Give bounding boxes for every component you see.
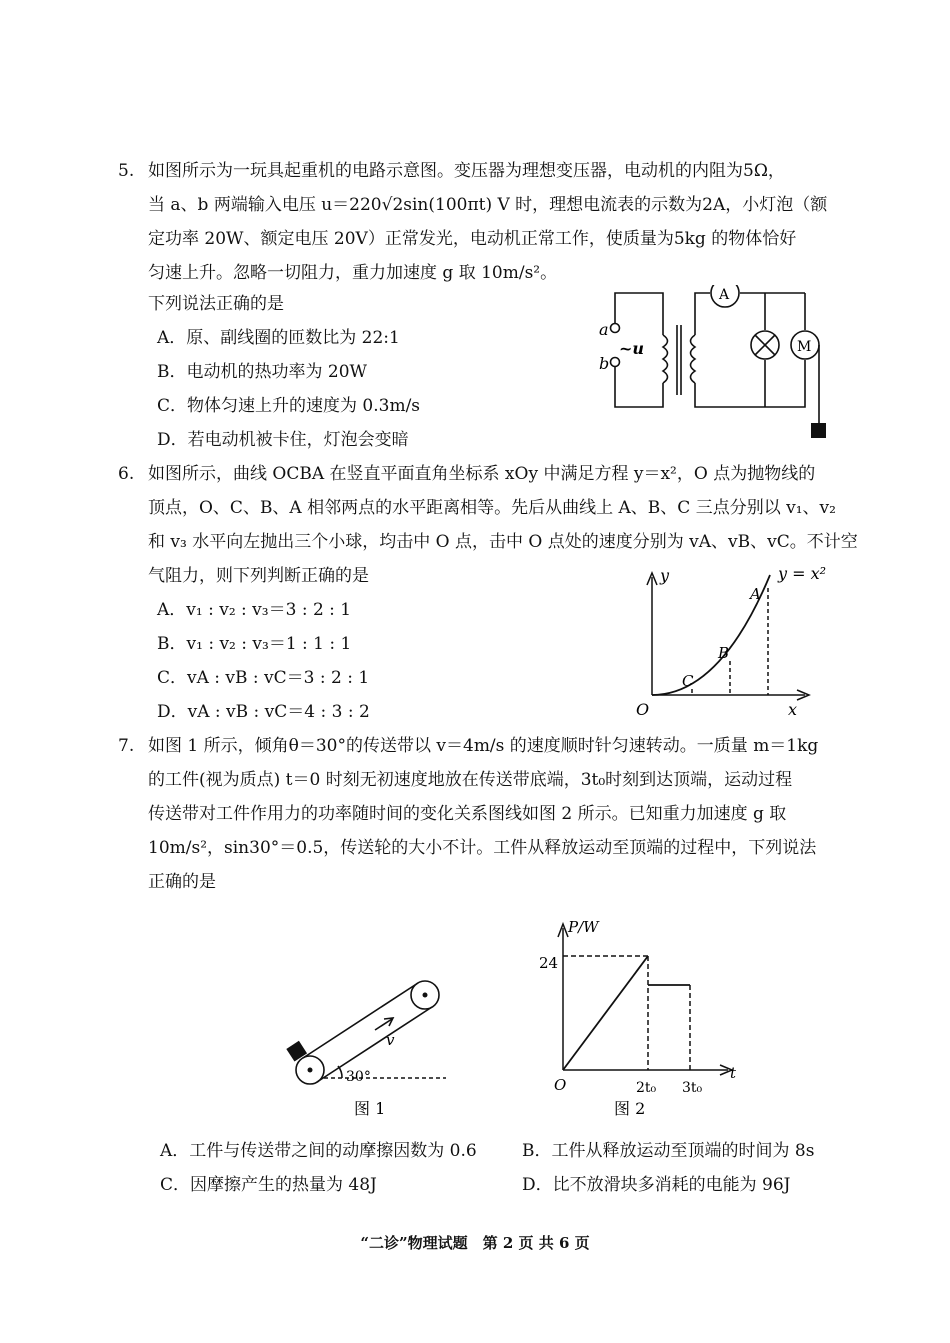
q5-circuit-figure — [585, 285, 835, 445]
q6-line-4: 气阻力，则下列判断正确的是 — [148, 566, 369, 586]
q7-line-3: 传送带对工件作用力的功率随时间的变化关系图线如图 2 所示。已知重力加速度 g 取 — [148, 804, 787, 824]
q5-option-b: B．电动机的热功率为 20W — [157, 362, 368, 382]
q6-number: 6. — [118, 464, 135, 484]
q7-line-4: 10m/s²，sin30°＝0.5，传送轮的大小不计。工件从释放运动至顶端的过程中，下列说法 — [148, 838, 817, 858]
q6-line-2: 顶点，O、C、B、A 相邻两点的水平距离相等。先后从曲线上 A、B、C 三点分别以 v₁、v₂ — [148, 498, 836, 518]
q6-line-3: 和 v₃ 水平向左抛出三个小球，均击中 O 点，击中 O 点处的速度分别为 vA、vB、vC。不计空 — [148, 532, 858, 552]
q5-option-a: A．原、副线圈的匝数比为 22:1 — [157, 328, 400, 348]
q5-line-2: 当 a、b 两端输入电压 u＝220√2sin(100πt) V 时，理想电流表的示数为2A，小灯泡（额 — [148, 195, 828, 215]
graph-origin-label: O — [554, 1076, 567, 1094]
q7-number: 7. — [118, 736, 135, 756]
q5-option-c: C．物体匀速上升的速度为 0.3m/s — [157, 396, 421, 416]
q7-power-time-graph — [530, 910, 750, 1125]
incline-angle-label: 30° — [346, 1069, 371, 1085]
q6-option-b: B．v₁ : v₂ : v₃＝1 : 1 : 1 — [157, 634, 352, 654]
q7-line-1: 如图 1 所示，倾角θ＝30°的传送带以 v＝4m/s 的速度顺时针匀速转动。一质量 m＝1kg — [148, 736, 819, 756]
terminal-b-label: b — [599, 354, 610, 373]
q7-option-a: A．工件与传送带之间的动摩擦因数为 0.6 — [160, 1141, 477, 1161]
q6-line-1: 如图所示，曲线 OCBA 在竖直平面直角坐标系 xOy 中满足方程 y＝x²，O 点为抛物线的 — [148, 464, 816, 484]
q6-parabola-figure — [620, 555, 845, 725]
point-a-label: A — [750, 585, 761, 603]
q6-option-c: C．vA : vB : vC＝3 : 2 : 1 — [157, 668, 370, 688]
point-b-label: B — [718, 644, 730, 662]
tick-3t0-label: 3t₀ — [682, 1080, 703, 1096]
time-axis-label: t — [730, 1064, 737, 1082]
q7-line-2: 的工件(视为质点) t＝0 时刻无初速度地放在传送带底端，3t₀时刻到达顶端，运动过程 — [148, 770, 793, 790]
q6-option-d: D．vA : vB : vC＝4 : 3 : 2 — [157, 702, 370, 722]
q7-conveyor-figure — [280, 970, 460, 1120]
tick-2t0-label: 2t₀ — [636, 1080, 657, 1096]
x-axis-label: x — [788, 700, 798, 719]
q5-line-5: 下列说法正确的是 — [148, 294, 284, 314]
q6-option-a: A．v₁ : v₂ : v₃＝3 : 2 : 1 — [157, 600, 352, 620]
fig1-caption: 图 1 — [354, 1099, 386, 1118]
voltage-u-label: ~u — [619, 339, 645, 358]
q5-line-1: 如图所示为一玩具起重机的电路示意图。变压器为理想变压器，电动机的内阻为5Ω， — [148, 161, 785, 181]
curve-equation-label: y = x² — [778, 564, 827, 583]
page-footer: “二诊”物理试题 第 2 页 共 6 页 — [360, 1234, 590, 1252]
fig2-caption: 图 2 — [614, 1099, 646, 1118]
q5-option-d: D．若电动机被卡住，灯泡会变暗 — [157, 430, 409, 450]
q7-line-5: 正确的是 — [148, 872, 216, 892]
velocity-label: v — [386, 1031, 395, 1049]
power-24-label: 24 — [539, 954, 559, 972]
q7-option-b: B．工件从释放运动至顶端的时间为 8s — [522, 1141, 815, 1161]
q5-line-4: 匀速上升。忽略一切阻力，重力加速度 g 取 10m/s²。 — [148, 263, 558, 283]
power-axis-label: P/W — [568, 918, 599, 936]
point-c-label: C — [682, 672, 694, 690]
ammeter-label: A — [719, 287, 730, 303]
origin-label: O — [636, 700, 650, 719]
y-axis-label: y — [660, 566, 670, 585]
q7-option-d: D．比不放滑块多消耗的电能为 96J — [522, 1175, 791, 1195]
terminal-a-label: a — [599, 320, 609, 339]
q7-option-c: C．因摩擦产生的热量为 48J — [160, 1175, 377, 1195]
q5-number: 5. — [118, 161, 135, 181]
motor-label: M — [797, 339, 812, 355]
q5-line-3: 定功率 20W、额定电压 20V）正常发光，电动机正常工作，使质量为5kg 的物体恰好 — [148, 229, 797, 249]
